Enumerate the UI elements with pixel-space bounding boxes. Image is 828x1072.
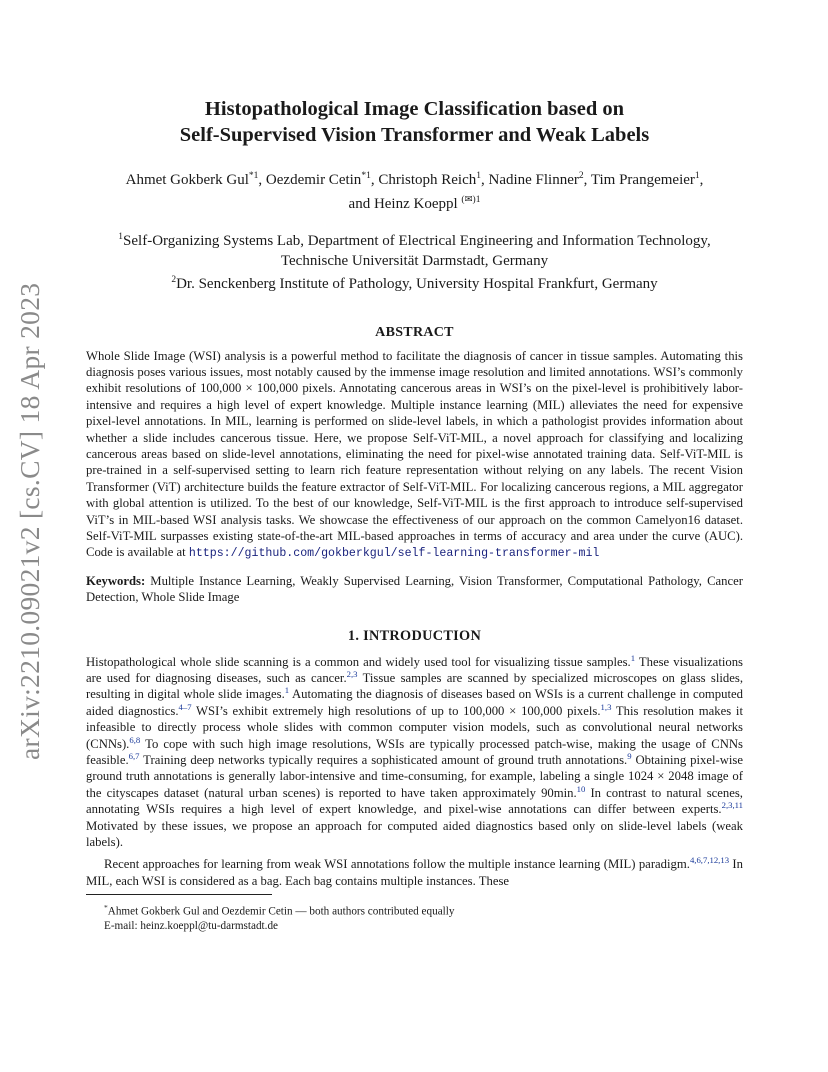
title-line-1: Histopathological Image Classification based on — [204, 98, 625, 120]
affiliation-mark: 2 — [171, 275, 177, 285]
keywords-label: Keywords: — [86, 573, 146, 588]
intro-text: These visualizations are used for diagnosing diseases, such as cancer. — [86, 654, 743, 685]
citation-ref[interactable]: 2,3,11 — [721, 800, 743, 811]
author-affil-mark: *1 — [361, 171, 371, 181]
footnote-mark: * — [104, 903, 108, 913]
author-affil-mark: 1 — [476, 171, 481, 181]
affiliation-text: Dr. Senckenberg Institute of Pathology, University Hospital Frankfurt, Germany — [176, 276, 658, 292]
title-line-2: Self-Supervised Vision Transformer and Weak Labels — [179, 124, 650, 146]
intro-text: Histopathological whole slide scanning is a common and widely used tool for visualizing tissue samples. — [86, 654, 631, 669]
footnote-1 — [86, 901, 743, 919]
intro-paragraph-2 — [86, 856, 743, 889]
intro-text: This resolution makes it infeasible to directly process whole slides with common computer vision models, such as convolutional neural networks (CNNs). — [86, 703, 743, 751]
footnote-text: Ahmet Gokberk Gul and Oezdemir Cetin — both authors contributed equally — [107, 906, 455, 919]
citation-ref[interactable]: 6,7 — [128, 751, 140, 762]
section-heading-introduction: 1. INTRODUCTION — [347, 627, 482, 644]
author-name: , and Heinz Koeppl — [348, 172, 704, 212]
abstract-heading: ABSTRACT — [375, 324, 454, 340]
intro-text: In MIL, each WSI is considered as a bag. Each bag contains multiple instances. These — [86, 857, 743, 888]
author-name: , Nadine Flinner — [480, 172, 579, 188]
keywords-text: Multiple Instance Learning, Weakly Supervised Learning, Vision Transformer, Computational Pathology, Cancer Detection, Whole Slide Image — [86, 573, 743, 605]
author-affil-mark: 1 — [694, 171, 700, 181]
footnote-rule — [86, 894, 272, 895]
intro-text: Obtaining pixel-wise ground truth annotations is generally labor-intensive and time-consuming, for example, labeling a single 1024 × 2048 image of the cityscapes dataset (natural urban scenes) is reported to have taken approximately 90min. — [86, 753, 743, 800]
author-affil-mark: *1 — [248, 171, 259, 181]
author-list — [116, 166, 713, 214]
citation-ref[interactable]: 1 — [630, 652, 636, 663]
author-name: , Christoph Reich — [370, 172, 477, 188]
intro-text: Recent approaches for learning from weak WSI annotations follow the multiple instance learning (MIL) paradigm. — [104, 857, 690, 872]
intro-text: In contrast to natural scenes, annotating WSIs requires a high level of expert knowledge, and pixel-wise annotations can differ between experts. — [86, 785, 743, 817]
citation-ref[interactable]: 4,6,7,12,13 — [689, 855, 730, 866]
citation-ref[interactable]: 10 — [576, 783, 586, 794]
intro-text: Training deep networks typically requires a sophisticated amount of ground truth annotations. — [139, 753, 628, 768]
affiliation-1 — [86, 228, 743, 271]
keywords — [86, 573, 743, 606]
footnote-2: E-mail: heinz.koeppl@tu-darmstadt.de — [104, 920, 279, 933]
author-name: , Tim Prangemeier — [583, 172, 695, 188]
intro-text: Tissue samples are scanned by specialized microscopes on glass slides, resulting in digital whole slide images. — [86, 671, 743, 702]
footnotes — [86, 901, 743, 933]
intro-text: WSI’s exhibit extremely high resolutions of up to 100,000 × 100,000 pixels. — [191, 703, 601, 718]
citation-ref[interactable]: 4–7 — [178, 701, 192, 712]
citation-ref[interactable]: 9 — [627, 751, 632, 762]
abstract-text: Whole Slide Image (WSI) analysis is a powerful method to facilitate the diagnosis of cancer in tissue samples. Automating this diagnosis poses various issues, most notably caused by the immense image resolution and limited annotations. WSI’s commonly exhibit resolutions of 100,000 × 100,000 pixels. Annotating cancerous areas in WSI’s on the pixel-level is prohibitively labor-intensive and requires a high level of expert knowledge. Multiple instance learning (MIL) alleviates the need for expensive pixel-level annotations. In MIL, learning is performed on slide-level labels, in which a pathologist provides information about whether a slide includes cancerous tissue. Here, we propose Self-ViT-MIL, a novel approach for classifying and localizing cancerous areas based on slide-level annotations, eliminating the need for pixel-wise annotated training data. Self-ViT-MIL is pre-trained in a self-supervised setting to learn rich feature representation without relying on any labels. The recent Vision Transformer (ViT) architecture builds the feature extractor of Self-ViT-MIL. For localizing cancerous regions, a MIL aggregator with global attention is utilized. To the best of our knowledge, Self-ViT-MIL is the first approach to introduce self-supervised ViT’s in MIL-based WSI analysis tasks. We showcase the effectiveness of our approach on the common Camelyon16 dataset. Self-ViT-MIL surpasses existing state-of-the-art MIL-based approaches in terms of accuracy and area under the curve (AUC). Code is available at — [86, 348, 743, 560]
citation-ref[interactable]: 6,8 — [129, 734, 141, 745]
affiliation-2 — [86, 271, 743, 295]
intro-text: To cope with such high image resolutions, WSIs are typically processed patch-wise, making the usage of CNNs feasible. — [86, 736, 743, 768]
affiliations — [86, 228, 743, 295]
intro-text: Automating the diagnosis of diseases based on WSIs is a current challenge in computed aided diagnostics. — [86, 687, 743, 718]
introduction-body — [86, 654, 743, 890]
citation-ref[interactable]: 1 — [284, 685, 290, 696]
author-affil-mark: 2 — [578, 171, 584, 181]
arxiv-identifier: arXiv:2210.09021v2 [cs.CV] 18 Apr 2023 — [14, 282, 45, 760]
intro-text: Motivated by these issues, we propose an approach for computed aided diagnostics based only on slide-level labels (weak labels). — [86, 818, 743, 850]
author-name: , Oezdemir Cetin — [258, 172, 362, 188]
affiliation-mark: 1 — [118, 232, 124, 242]
affiliation-text: Self-Organizing Systems Lab, Department of Electrical Engineering and Information Technology, Technische Universität Darmstadt, Germany — [123, 233, 711, 269]
page-content — [86, 96, 743, 933]
citation-ref[interactable]: 2,3 — [346, 669, 358, 679]
paper-title — [86, 96, 743, 148]
code-link[interactable]: https://github.com/gokberkgul/self-learning-transformer-mil — [188, 547, 600, 561]
author-name: Ahmet Gokberk Gul — [125, 172, 249, 188]
intro-paragraph-1 — [86, 654, 743, 851]
abstract-body — [86, 348, 743, 563]
author-affil-mark: (✉)1 — [461, 195, 481, 205]
citation-ref[interactable]: 1,3 — [600, 701, 612, 712]
